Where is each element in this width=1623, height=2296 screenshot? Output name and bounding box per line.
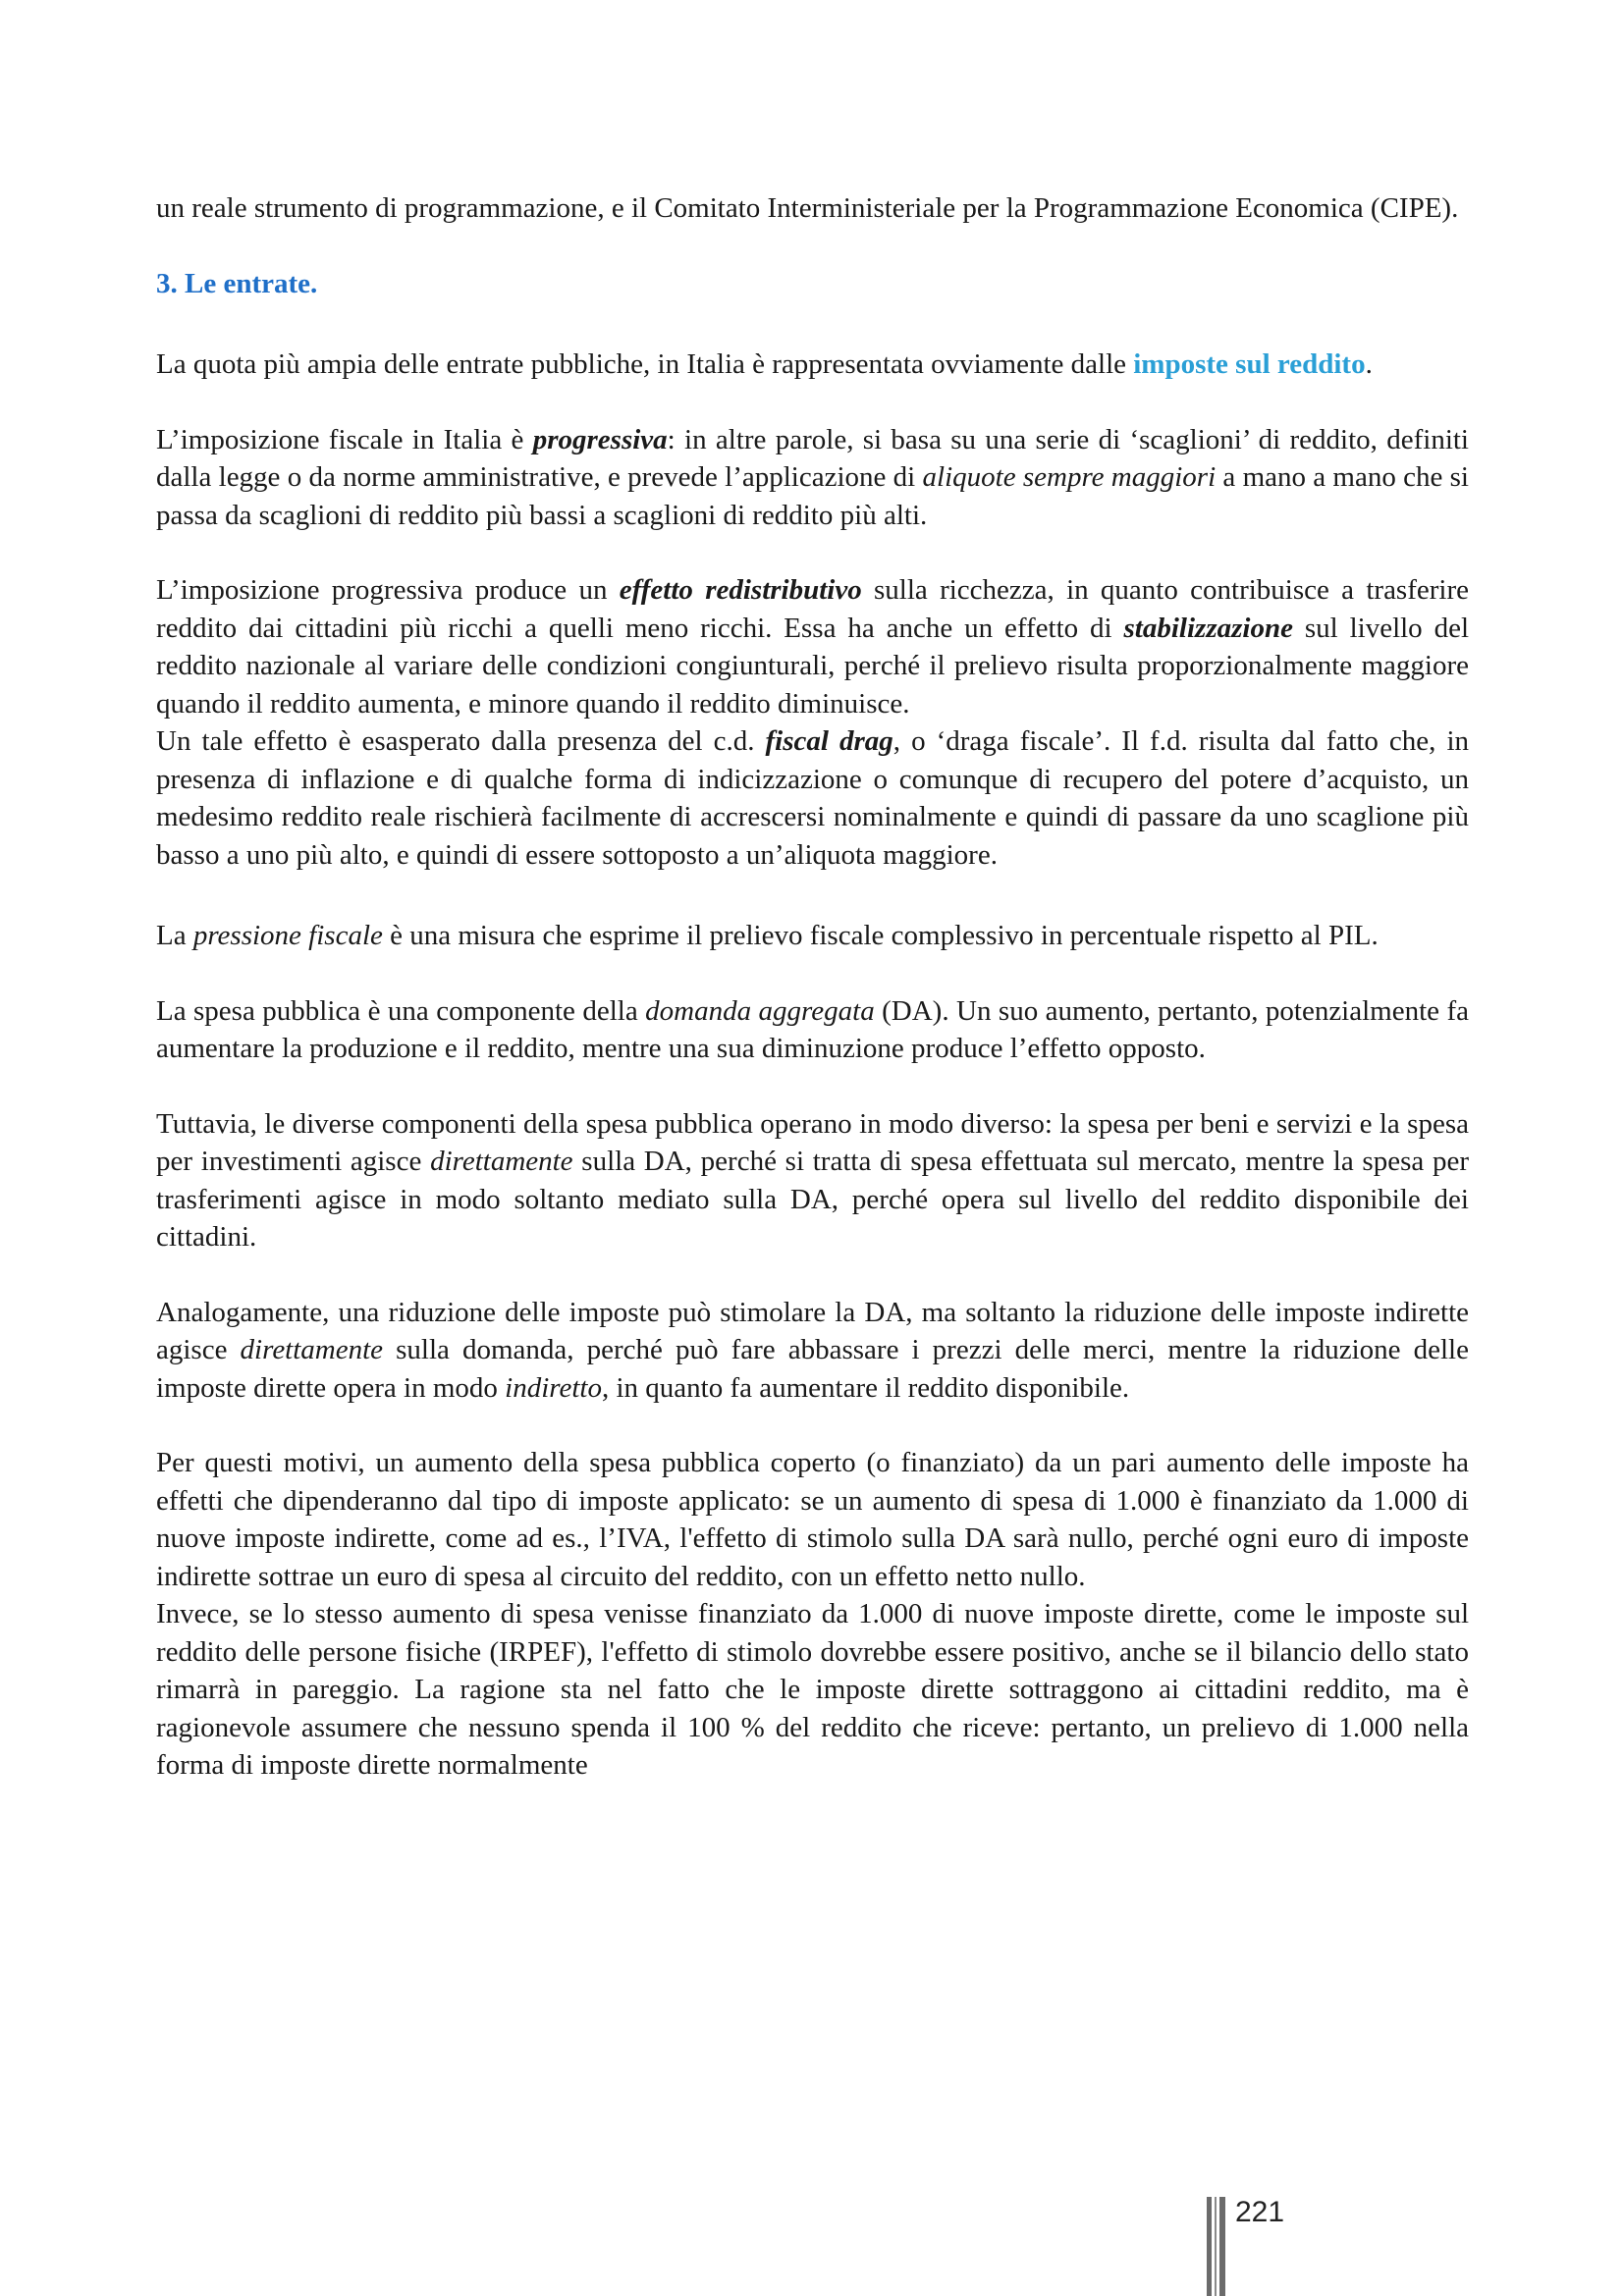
term-domanda-aggregata: domanda aggregata xyxy=(645,994,875,1027)
paragraph-imposte-indirette: Per questi motivi, un aumento della spesa pubblica coperto (o finanziato) da un pari aumento delle imposte ha effetti che dipenderanno dal tipo di imposte applicato: se un aumento di spesa di 1.000 è finanziato da 1.000 di nuove imposte indirette, come ad es., l’IVA, l'effetto di stimolo sulla DA sarà nullo, perché ogni euro di imposte indirette sottrae un euro di spesa al circuito del reddito, con un effetto netto nullo. xyxy=(156,1447,1469,1592)
text-run: sulla DA, perché si tratta di spesa effettuata sul mercato, mentre la spesa per trasferimenti agisce in modo soltanto mediato sulla DA, perché opera sul livello del reddito disponibile dei cittadini. xyxy=(156,1146,1469,1253)
text-run: Tuttavia, le diverse componenti della spesa pubblica operano in modo diverso: la spesa per beni e servizi e la spesa per investimenti agisce xyxy=(156,1107,1469,1177)
text-run: , in quanto fa aumentare il reddito disponibile. xyxy=(601,1371,1130,1404)
text-run: , o ‘draga fiscale’. Il f.d. risulta dal fatto che, in presenza di inflazione e di qualche forma di indicizzazione o comunque di recupero del potere d’acquisto, un medesimo reddito reale rischierà facilmente di accrescersi nominalmente e quindi di passare da uno scaglione più basso a uno più alto, e quindi di essere sottoposto a un’aliquota maggiore. xyxy=(156,725,1470,871)
text-run: La spesa pubblica è una componente della xyxy=(156,994,646,1027)
term-aliquote: aliquote sempre maggiori xyxy=(922,461,1217,493)
text-run: sulla ricchezza, in quanto contribuisce a trasferire reddito dai cittadini più ricchi a quelli meno ricchi. Essa ha anche un effetto di xyxy=(156,574,1469,644)
paragraph-redistributivo xyxy=(156,571,1469,722)
paragraph-imposte-dirette: Invece, se lo stesso aumento di spesa venisse finanziato da 1.000 di nuove imposte dirette, come le imposte sul reddito delle persone fisiche (IRPEF), l'effetto di stimolo dovrebbe essere positivo, anche se il bilancio dello stato rimarrà in pareggio. La ragione sta nel fatto che le imposte dirette sottraggono ai cittadini reddito, ma è ragionevole assumere che nessuno spenda il 100 % del reddito che riceve: pertanto, un prelievo di 1.000 nella forma di imposte dirette normalmente xyxy=(156,1598,1469,1781)
term-indiretto: indiretto xyxy=(505,1371,602,1404)
text-run: sulla domanda, perché può fare abbassare i prezzi delle merci, mentre la riduzione delle imposte dirette opera in modo xyxy=(156,1334,1469,1404)
text-run: L’imposizione progressiva produce un xyxy=(156,574,620,606)
text-run: a mano a mano che si passa da scaglioni di reddito più bassi a scaglioni di reddito più alti. xyxy=(156,461,1469,531)
text-run: Un tale effetto è esasperato dalla presenza del c.d. xyxy=(156,725,766,757)
paragraph-componenti-spesa xyxy=(156,1105,1469,1256)
text-run: (DA). Un suo aumento, pertanto, potenzialmente fa aumentare la produzione e il reddito, mentre una sua diminuzione produce l’effetto opposto. xyxy=(156,994,1469,1064)
term-fiscal-drag: fiscal drag xyxy=(765,725,893,757)
page-number: 221 xyxy=(1235,2196,1285,2228)
text-run: è una misura che esprime il prelievo fiscale complessivo in percentuale rispetto al PIL. xyxy=(382,920,1379,951)
highlight-imposte-sul-reddito: imposte sul reddito xyxy=(1133,348,1366,380)
paragraph-domanda-aggregata xyxy=(156,992,1469,1068)
term-direttamente: direttamente xyxy=(240,1334,384,1365)
footer-bar xyxy=(1219,2197,1225,2296)
text-run: La xyxy=(156,920,193,951)
text-run: sul livello del reddito nazionale al variare delle condizioni congiunturali, perché il prelievo risulta proporzionalmente maggiore quando il reddito aumenta, e minore quando il reddito diminuisce. xyxy=(156,612,1469,720)
paragraph-riduzione-imposte xyxy=(156,1294,1469,1408)
section-heading: 3. Le entrate. xyxy=(156,267,318,299)
text-run: L’imposizione fiscale in Italia è xyxy=(156,423,533,455)
paragraph-pressione-fiscale xyxy=(156,917,1469,955)
term-pressione-fiscale: pressione fiscale xyxy=(192,920,383,951)
term-direttamente: direttamente xyxy=(430,1146,573,1177)
term-effetto-redistributivo: effetto redistributivo xyxy=(619,574,862,606)
page-body xyxy=(156,189,1469,1785)
term-progressiva: progressiva xyxy=(532,423,668,455)
text-run: : in altre parole, si basa su una serie di ‘scaglioni’ di reddito, definiti dalla legge o da norme amministrative, e prevede l’applicazione di xyxy=(156,423,1469,493)
paragraph-fiscal-drag xyxy=(156,722,1469,874)
paragraph-cipe: un reale strumento di programmazione, e il Comitato Interministeriale per la Programmazione Economica (CIPE). xyxy=(156,192,1459,224)
term-stabilizzazione: stabilizzazione xyxy=(1123,612,1293,644)
text-run: Analogamente, una riduzione delle imposte può stimolare la DA, ma soltanto la riduzione delle imposte indirette agisce xyxy=(156,1296,1469,1365)
footer-bar xyxy=(1207,2197,1212,2296)
paragraph-progressiva xyxy=(156,421,1469,535)
paragraph-entrate xyxy=(156,346,1469,384)
footer-bar xyxy=(1215,2197,1217,2296)
text-run: . xyxy=(1365,348,1373,380)
text-run: La quota più ampia delle entrate pubbliche, in Italia è rappresentata ovviamente dalle xyxy=(156,348,1134,380)
